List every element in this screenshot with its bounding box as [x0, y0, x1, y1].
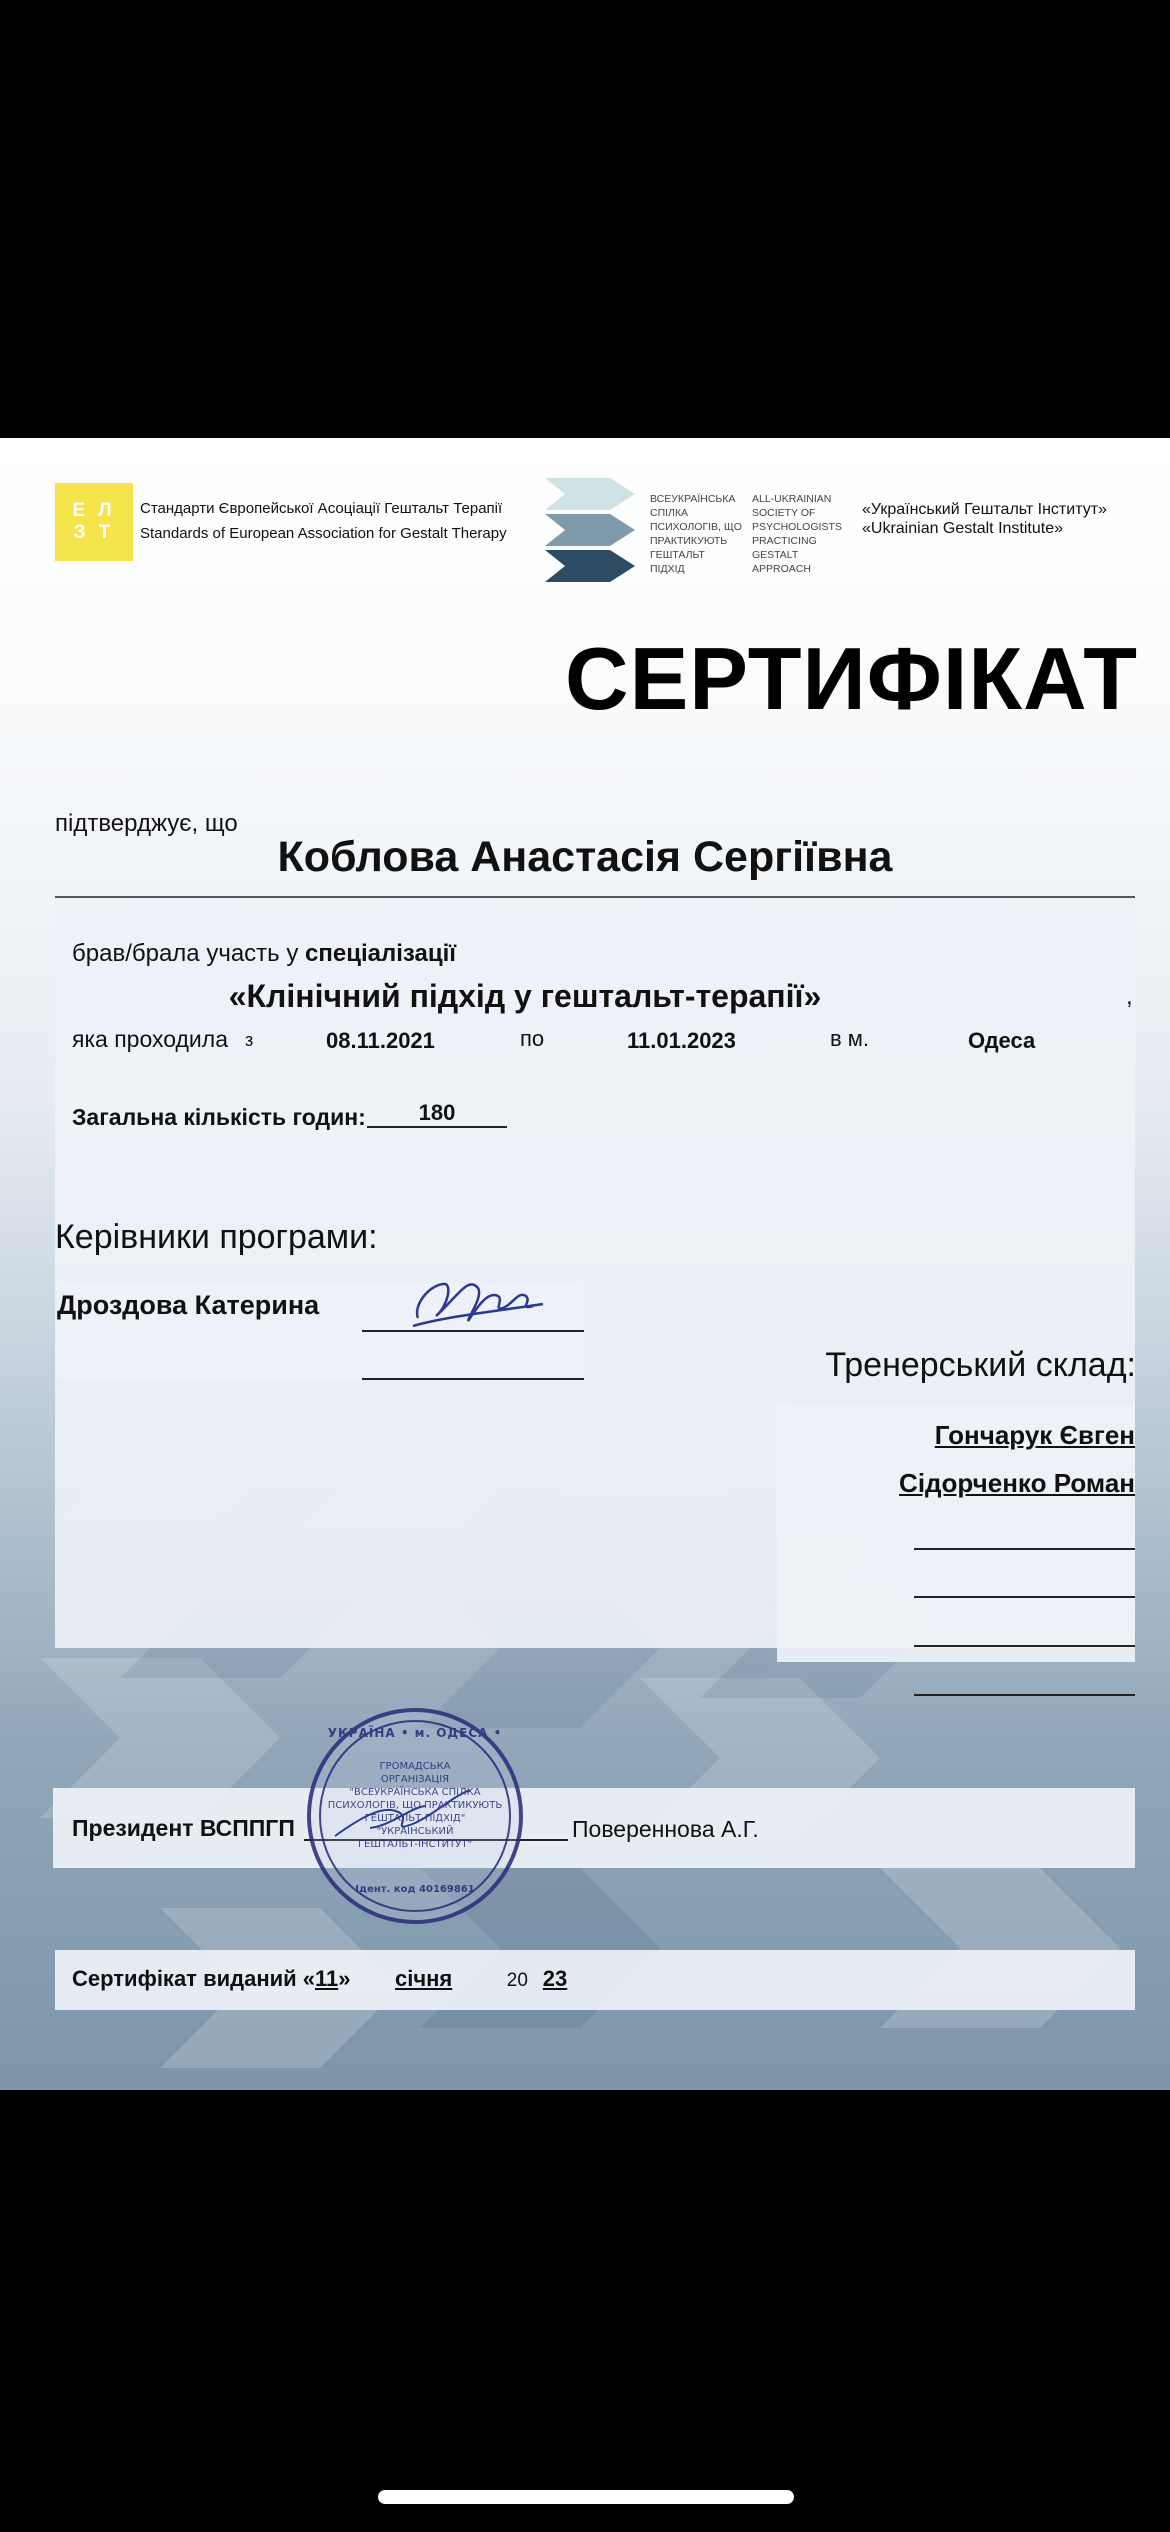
participation-kind: спеціалізації	[305, 940, 457, 967]
stamp-line: ГРОМАДСЬКА	[379, 1761, 451, 1772]
trainer-name: Гончарук Євген	[934, 1420, 1135, 1450]
to-label: по	[520, 1026, 545, 1051]
issued-month: січня	[395, 1966, 453, 1991]
leader-name: Дроздова Катерина	[57, 1290, 320, 1320]
vsppgp-name-uk	[650, 492, 750, 576]
vsppgp-uk-line: ГЕШТАЛЬТ	[650, 549, 705, 561]
issued-year: 23	[542, 1966, 568, 1991]
city: Одеса	[968, 1028, 1036, 1053]
vsppgp-uk-line: ПСИХОЛОГІВ, ЩО	[650, 521, 742, 533]
eagt-name-uk: Стандарти Європейської Асоціації Гештальт Терапії	[140, 500, 503, 517]
trainer-blank-line	[914, 1645, 1135, 1647]
course-comma: ,	[1126, 983, 1133, 1010]
trainer-name: Сідорченко Роман	[899, 1468, 1135, 1498]
eagt-name	[140, 496, 507, 546]
certificate-title: СЕРТИФІКАТ	[565, 629, 1138, 728]
issued-year-prefix: 20	[506, 1970, 528, 1991]
date-from: 08.11.2021	[326, 1028, 435, 1053]
trainer-blank-line	[914, 1694, 1135, 1696]
vsppgp-uk-line: СПІЛКА	[650, 507, 689, 519]
city-label: в м.	[830, 1026, 870, 1051]
confirms-text: підтверджує, що	[55, 810, 238, 837]
participation-prefix: брав/брала участь у	[72, 940, 299, 967]
vsppgp-en-line: APPROACH	[752, 563, 811, 575]
vsppgp-name-en	[752, 492, 852, 576]
president-name: Повереннова А.Г.	[572, 1816, 759, 1842]
stamp-code: Ідент. код 40169861	[355, 1884, 475, 1895]
trainer-blank-line	[914, 1548, 1135, 1550]
stamp-line: ОРГАНІЗАЦІЯ	[380, 1774, 450, 1785]
issued-line	[72, 1966, 576, 1992]
certificate	[0, 438, 1170, 2090]
leader-signature-icon	[408, 1266, 548, 1336]
issued-day: 11	[315, 1966, 339, 1991]
hours-label: Загальна кількість годин:	[72, 1104, 366, 1130]
vsppgp-uk-line: ВСЕУКРАЇНСЬКА	[650, 493, 736, 505]
president-label: Президент ВСППГП	[72, 1815, 295, 1841]
eagt-logo	[55, 483, 133, 561]
recipient-name: Коблова Анастасія Сергіївна	[277, 833, 893, 881]
ugi-name	[862, 500, 1107, 538]
trainers-heading: Тренерський склад:	[825, 1346, 1136, 1384]
course-title: «Клінічний підхід у гештальт-терапії»	[228, 978, 822, 1014]
trainer-blank-line	[914, 1596, 1135, 1598]
leaders-heading: Керівники програми:	[55, 1218, 378, 1256]
eagt-logo-bottom: З Т	[73, 522, 115, 543]
date-to: 11.01.2023	[627, 1028, 736, 1053]
stamp-line: ПСИХОЛОГІВ, ЩО ПРАКТИКУЮТЬ	[327, 1800, 503, 1811]
participation-line	[72, 940, 456, 968]
home-indicator[interactable]	[378, 2490, 794, 2504]
ugi-name-uk: «Український Гештальт Інститут»	[862, 501, 1107, 518]
president-signature-icon	[330, 1778, 480, 1848]
issued-label: Сертифікат виданий «	[72, 1966, 315, 1991]
stamp-outer-text: УКРАЇНА • м. ОДЕСА •	[327, 1726, 503, 1740]
vsppgp-uk-line: ПРАКТИКУЮТЬ	[650, 535, 728, 547]
eagt-logo-top: Е Л	[72, 500, 116, 521]
issued-close: »	[338, 1966, 351, 1991]
vsppgp-uk-line: ПІДХІД	[650, 563, 685, 575]
vsppgp-en-line: SOCIETY OF	[752, 507, 816, 519]
from-label: з	[245, 1030, 254, 1050]
vsppgp-logo-icon	[540, 476, 640, 584]
vsppgp-en-line: PRACTICING	[752, 535, 817, 547]
stamp-line: ГЕШТАЛЬТ-ПІДХІД"	[364, 1813, 466, 1824]
stamp-line: ГЕШТАЛЬТ-ІНСТИТУТ"	[357, 1839, 473, 1850]
vsppgp-en-line: PSYCHOLOGISTS	[752, 521, 842, 533]
held-label: яка проходила	[72, 1026, 228, 1052]
ugi-name-en: «Ukrainian Gestalt Institute»	[862, 520, 1063, 537]
vsppgp-en-line: GESTALT	[752, 549, 799, 561]
eagt-name-en: Standards of European Association for Gestalt Therapy	[140, 525, 507, 542]
stamp-line: "УКРАЇНСЬКИЙ	[376, 1826, 454, 1837]
vsppgp-en-line: ALL-UKRAINIAN	[752, 493, 832, 505]
leader-signature-line-2	[362, 1378, 584, 1380]
hours-value: 180	[367, 1100, 507, 1128]
stamp-line: "ВСЕУКРАЇНСЬКА СПІЛКА	[349, 1787, 481, 1798]
